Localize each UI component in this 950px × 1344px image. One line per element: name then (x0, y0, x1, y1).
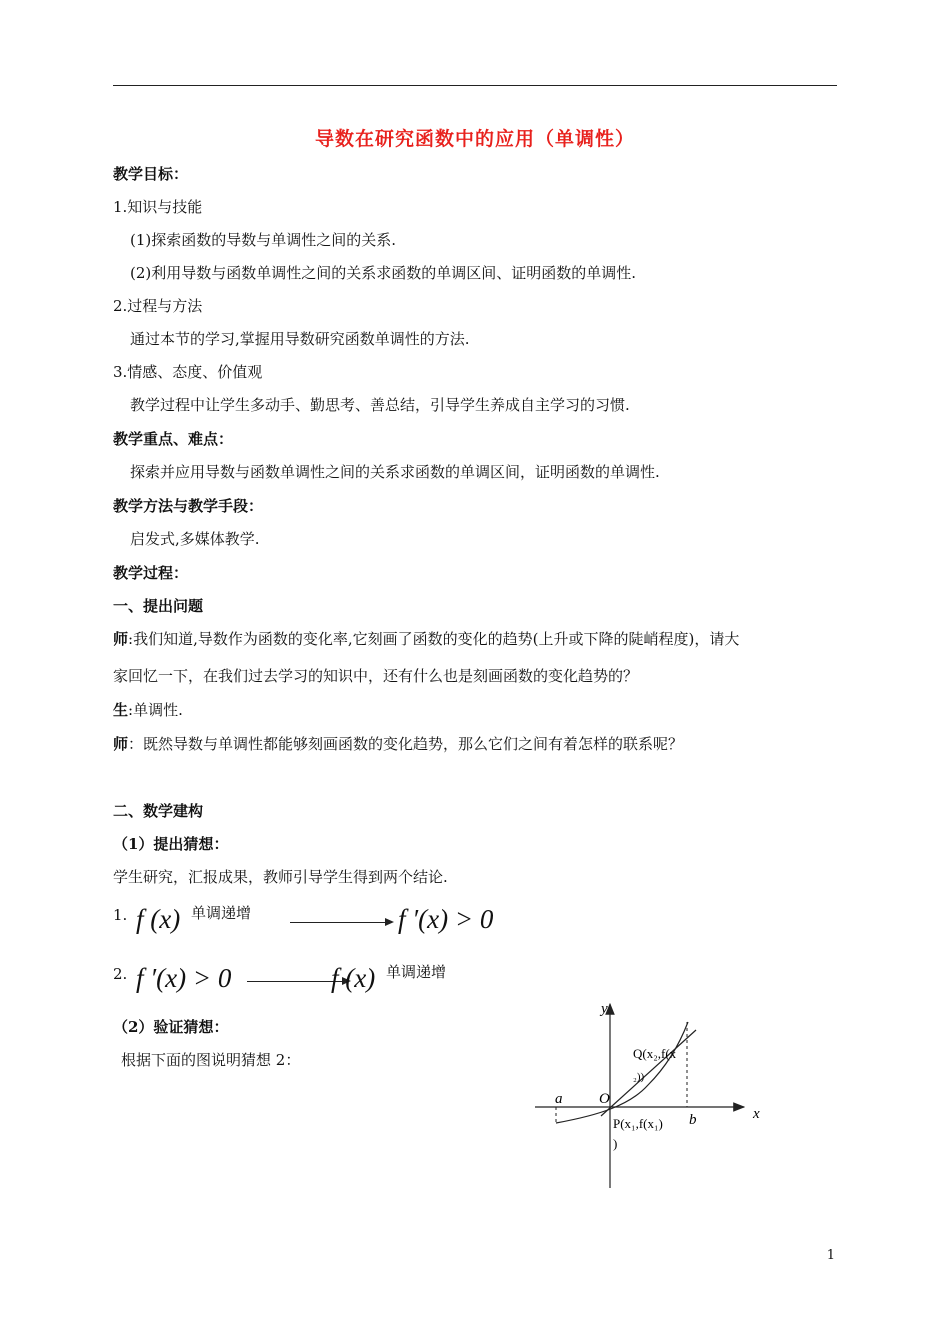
key-text: 探索并应用导数与函数单调性之间的关系求函数的单调区间，证明函数的单调性. (130, 463, 660, 481)
teacher-text-1: :我们知道,导数作为函数的变化率,它刻画了函数的变化的趋势(上升或下降的陡峭程度)，请大 (128, 630, 740, 648)
speaker-label: 师 (113, 735, 129, 753)
sub1-text: 学生研究，汇报成果，教师引导学生得到两个结论. (113, 868, 448, 886)
point-q-label: Q(x₂,f(x (633, 1046, 677, 1061)
point-a-label: a (555, 1091, 563, 1107)
goal1b: (2)利用导数与函数单调性之间的关系求函数的单调区间、证明函数的单调性. (130, 264, 637, 282)
conclusion-1-left: f (x) (136, 904, 181, 934)
conclusion-2-left: f ′(x) > 0 (136, 963, 232, 993)
point-p-label: P(x₁,f(x₁) (613, 1116, 663, 1131)
goal3a: 教学过程中让学生多动手、勤思考、善总结，引导学生养成自主学习的习惯. (130, 396, 630, 414)
conclusion-1-number: 1. (113, 906, 128, 924)
conclusion-1-right: f ′(x) > 0 (398, 904, 494, 934)
process-heading: 教学过程： (113, 564, 189, 582)
goal-heading: 教学目标： (113, 165, 189, 183)
sub2-text: 根据下面的图说明猜想 2： (121, 1051, 301, 1069)
origin-label: O (599, 1091, 610, 1107)
goal3: 3.情感、态度、价值观 (113, 363, 263, 381)
point-p-label-cont: ) (613, 1136, 618, 1151)
conclusion-2-number: 2. (113, 965, 128, 983)
part2-heading: 二、数学建构 (113, 802, 204, 820)
goal2a: 通过本节的学习,掌握用导数研究函数单调性的方法. (130, 330, 470, 348)
y-axis-label: y (601, 1001, 608, 1017)
sub1-heading: （1）提出猜想： (113, 835, 229, 853)
x-axis-label: x (753, 1106, 760, 1122)
conclusion-2-right: f (x) (331, 963, 376, 993)
page-number: 1 (826, 1248, 835, 1263)
function-curve (556, 1022, 688, 1123)
speaker-label: 师 (113, 630, 129, 648)
method-text: 启发式,多媒体教学. (130, 530, 260, 548)
teacher-text-1b: 家回忆一下，在我们过去学习的知识中，还有什么也是刻画函数的变化趋势的？ (113, 667, 639, 685)
part1-heading: 一、提出问题 (113, 597, 204, 615)
method-heading: 教学方法与教学手段： (113, 497, 264, 515)
secant-line (601, 1030, 696, 1116)
goal1: 1.知识与技能 (113, 198, 203, 216)
point-b-label: b (689, 1112, 697, 1128)
teacher-text-2: ：既然导数与单调性都能够刻画函数的变化趋势，那么它们之间有着怎样的联系呢？ (128, 735, 684, 753)
point-q-label-cont: ₂)) (633, 1071, 645, 1083)
goal2: 2.过程与方法 (113, 297, 203, 315)
speaker-label: 生 (113, 701, 129, 719)
key-heading: 教学重点、难点： (113, 430, 234, 448)
conclusion-1-note: 单调递增 (191, 904, 252, 922)
page-title: 导数在研究函数中的应用（单调性） (314, 128, 635, 150)
conclusion-2-note: 单调递增 (386, 963, 447, 981)
sub2-heading: （2）验证猜想： (113, 1018, 229, 1036)
student-text: :单调性. (128, 701, 183, 719)
goal1a: (1)探索函数的导数与单调性之间的关系. (130, 231, 397, 249)
